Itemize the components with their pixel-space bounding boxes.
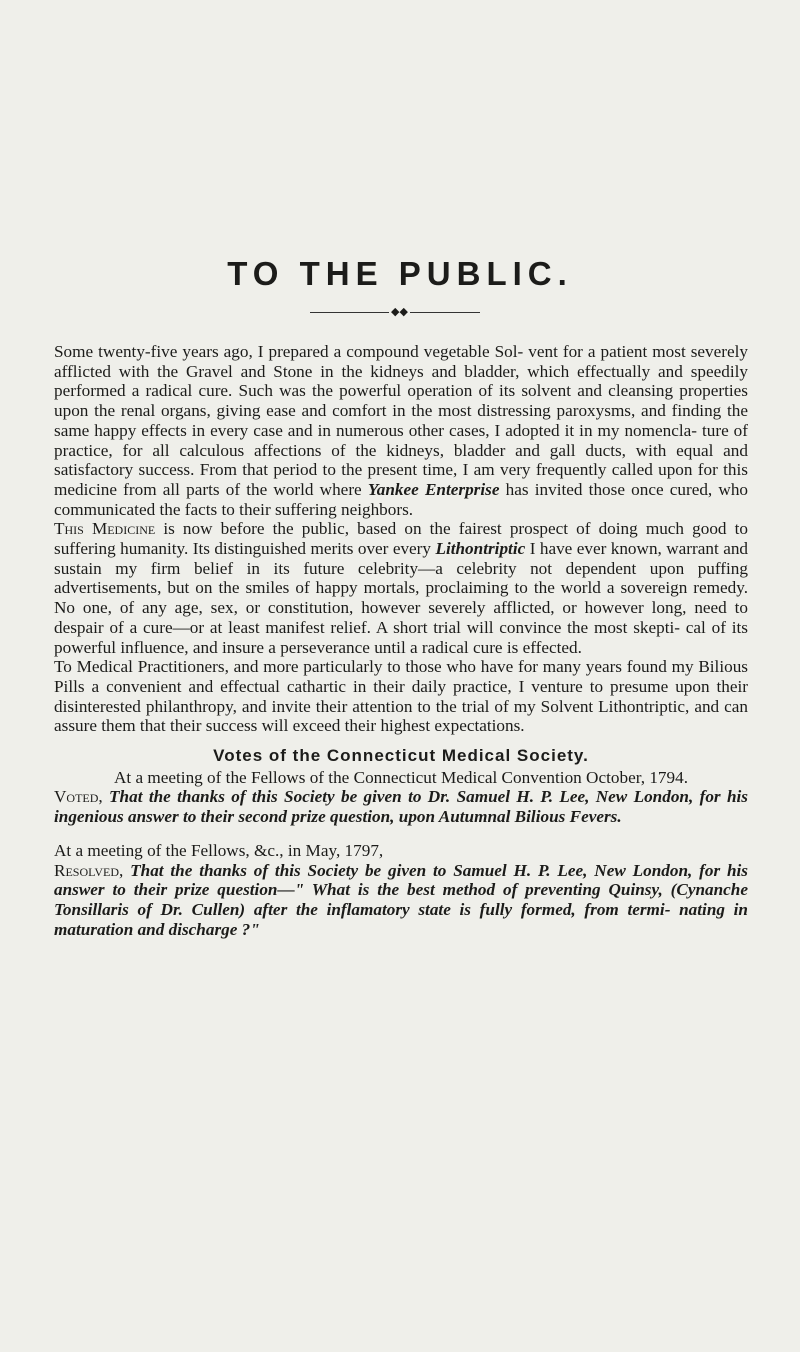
- page-title: TO THE PUBLIC.: [227, 255, 573, 292]
- paragraph-1-italic: Yankee Enterprise: [367, 479, 500, 499]
- body-text: [54, 342, 748, 939]
- voted-statement: Voted, That the thanks of this Society be given to Dr. Samuel H. P. Lee, New London, for his ingenious answer to their second prize question, upon Autumnal Bilious Fevers.: [54, 787, 748, 827]
- section-heading: Votes of the Connecticut Medical Society.: [213, 746, 589, 766]
- divider-ornament: ◆◆: [391, 305, 408, 318]
- meeting-2: At a meeting of the Fellows, &c., in May, 1797,: [54, 840, 384, 860]
- resolved-statement: Resolved, That the thanks of this Society be given to Samuel H. P. Lee, New London, for his answer to their prize question—" What is the best method of preventing Quinsy, (Cynanche Tonsillaris of Dr. Cullen) after the inflamatory state is fully formed, from termi- nating in maturation and discharge ?": [54, 860, 748, 939]
- meeting-1: At a meeting of the Fellows of the Connecticut Medical Convention October, 1794.: [113, 767, 688, 787]
- paragraph-3: To Medical Practitioners, and more particularly to those who have for many years found my Bilious Pills a convenient and effectual cathartic in their daily practice, I venture to presume upon their disinterested philanthropy, and invite their attention to the trial of my Solvent Lithontriptic, and can assure them that their success will exceed their highest expectations.: [54, 657, 748, 736]
- paragraph-2-italic: Lithontriptic: [435, 539, 526, 559]
- paragraph-1: Some twenty-five years ago, I prepared a compound vegetable Sol- vent for a patient most severely afflicted with the Gravel and Stone in the kidneys and bladder, which effectually and speedily performed a radical cure. Such was the powerful operation of its solvent and cleansing properties upon the renal organs, giving ease and comfort in the most distressing paroxysms, and finding the same happy effects in every case and in numerous other cases, I adopted it in my nomencla- ture of practice, for all calculous affections of the kidneys, bladder and gall ducts, with equal and satisfactory success. From that period to the present time, I am very frequently called upon for this medicine from all parts of the world where Yankee Enterprise has invited those once cured, who communicated the facts to their suffering neighbors.: [54, 342, 749, 519]
- paragraph-2: This Medicine is now before the public, based on the fairest prospect of doing much good to suffering humanity. Its distinguished merits over every Lithontriptic I have ever known, warrant and sustain my firm belief in its future celebrity—a celebrity not dependent upon puffing advertisements, but on the smiles of happy mortals, proclaiming to the world a sovereign remedy. No one, of any age, sex, or constitution, however severely afflicted, or however long, need to despair of a cure—or at least manifest relief. A short trial will convince the most skepti- cal of its powerful influence, and insure a perseverance until a radical cure is effected.: [54, 519, 749, 657]
